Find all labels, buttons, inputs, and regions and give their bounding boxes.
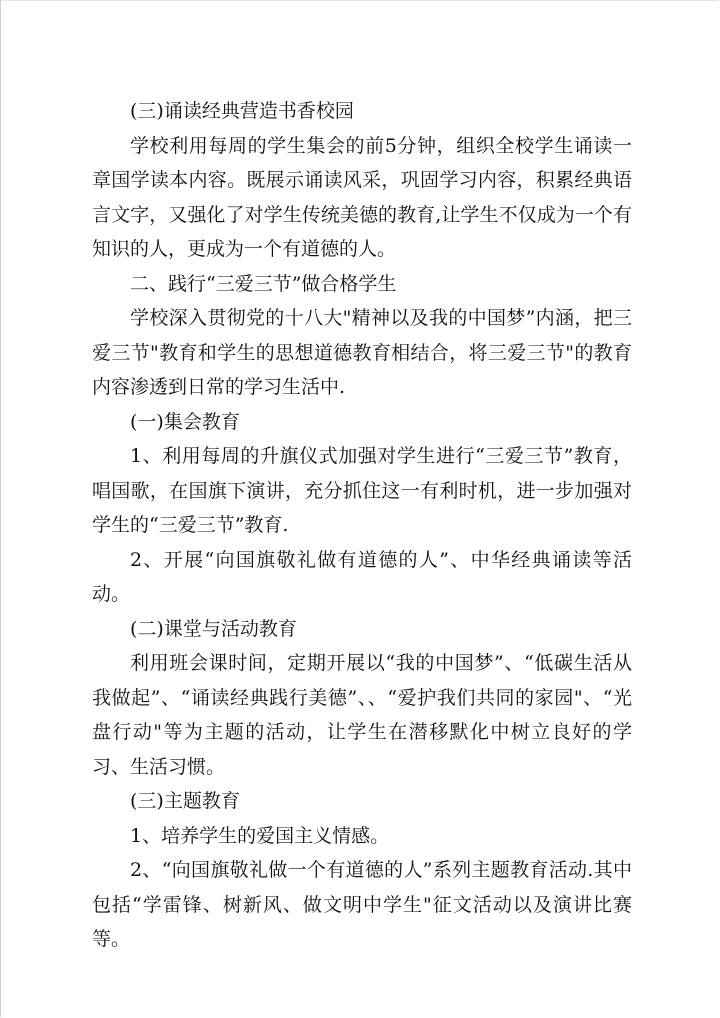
paragraph-practice: 学校深入贯彻党的十八大"精神以及我的中国梦”内涵，把三爱三节"教育和学生的思想道德教育相结合，将三爱三节"的教育内容渗透到日常的学习生活中. bbox=[92, 307, 632, 398]
paragraph-theme-1: 1、培养学生的爱国主义情感。 bbox=[130, 824, 390, 847]
paragraph-recitation: 学校利用每周的学生集会的前5分钟，组织全校学生诵读一章国学读本内容。既展示诵读风采，巩固学习内容，积累经典语言文字，又强化了对学生传统美德的教育,让学生不仅成为一个有知识的人，更成为一个有道德的人。 bbox=[92, 134, 632, 260]
paragraph-assembly-1: 1、利用每周的升旗仪式加强对学生进行“三爱三节”教育，唱国歌，在国旗下演讲，充分抓住这一有利时机，进一步加强对学生的“三爱三节”教育. bbox=[92, 445, 632, 536]
paragraph-classroom: 利用班会课时间，定期开展以“我的中国梦”、“低碳生活从我做起”、“诵读经典践行美德”、、“爱护我们共同的家园"、“光盘行动"等为主题的活动，让学生在潜移默化中树立良好的学习、生活习惯。 bbox=[92, 652, 632, 778]
section-heading-practice: 二、践行“三爱三节”做合格学生 bbox=[130, 272, 397, 295]
section-heading-recitation: (三)诵读经典营造书香校园 bbox=[130, 100, 354, 122]
paragraph-assembly-2: 2、开展“向国旗敬礼做有道德的人”、中华经典诵读等活动。 bbox=[92, 548, 632, 605]
paragraph-theme-2: 2、“向国旗敬礼做一个有道德的人”系列主题教育活动.其中包括“学雷锋、树新风、做文明中学生"征文活动以及演讲比赛等。 bbox=[92, 859, 632, 950]
subheading-theme: (三)主题教育 bbox=[130, 790, 240, 812]
subheading-assembly: (一)集会教育 bbox=[130, 410, 240, 433]
subheading-classroom: (二)课堂与活动教育 bbox=[130, 617, 297, 640]
document-body bbox=[92, 94, 632, 957]
